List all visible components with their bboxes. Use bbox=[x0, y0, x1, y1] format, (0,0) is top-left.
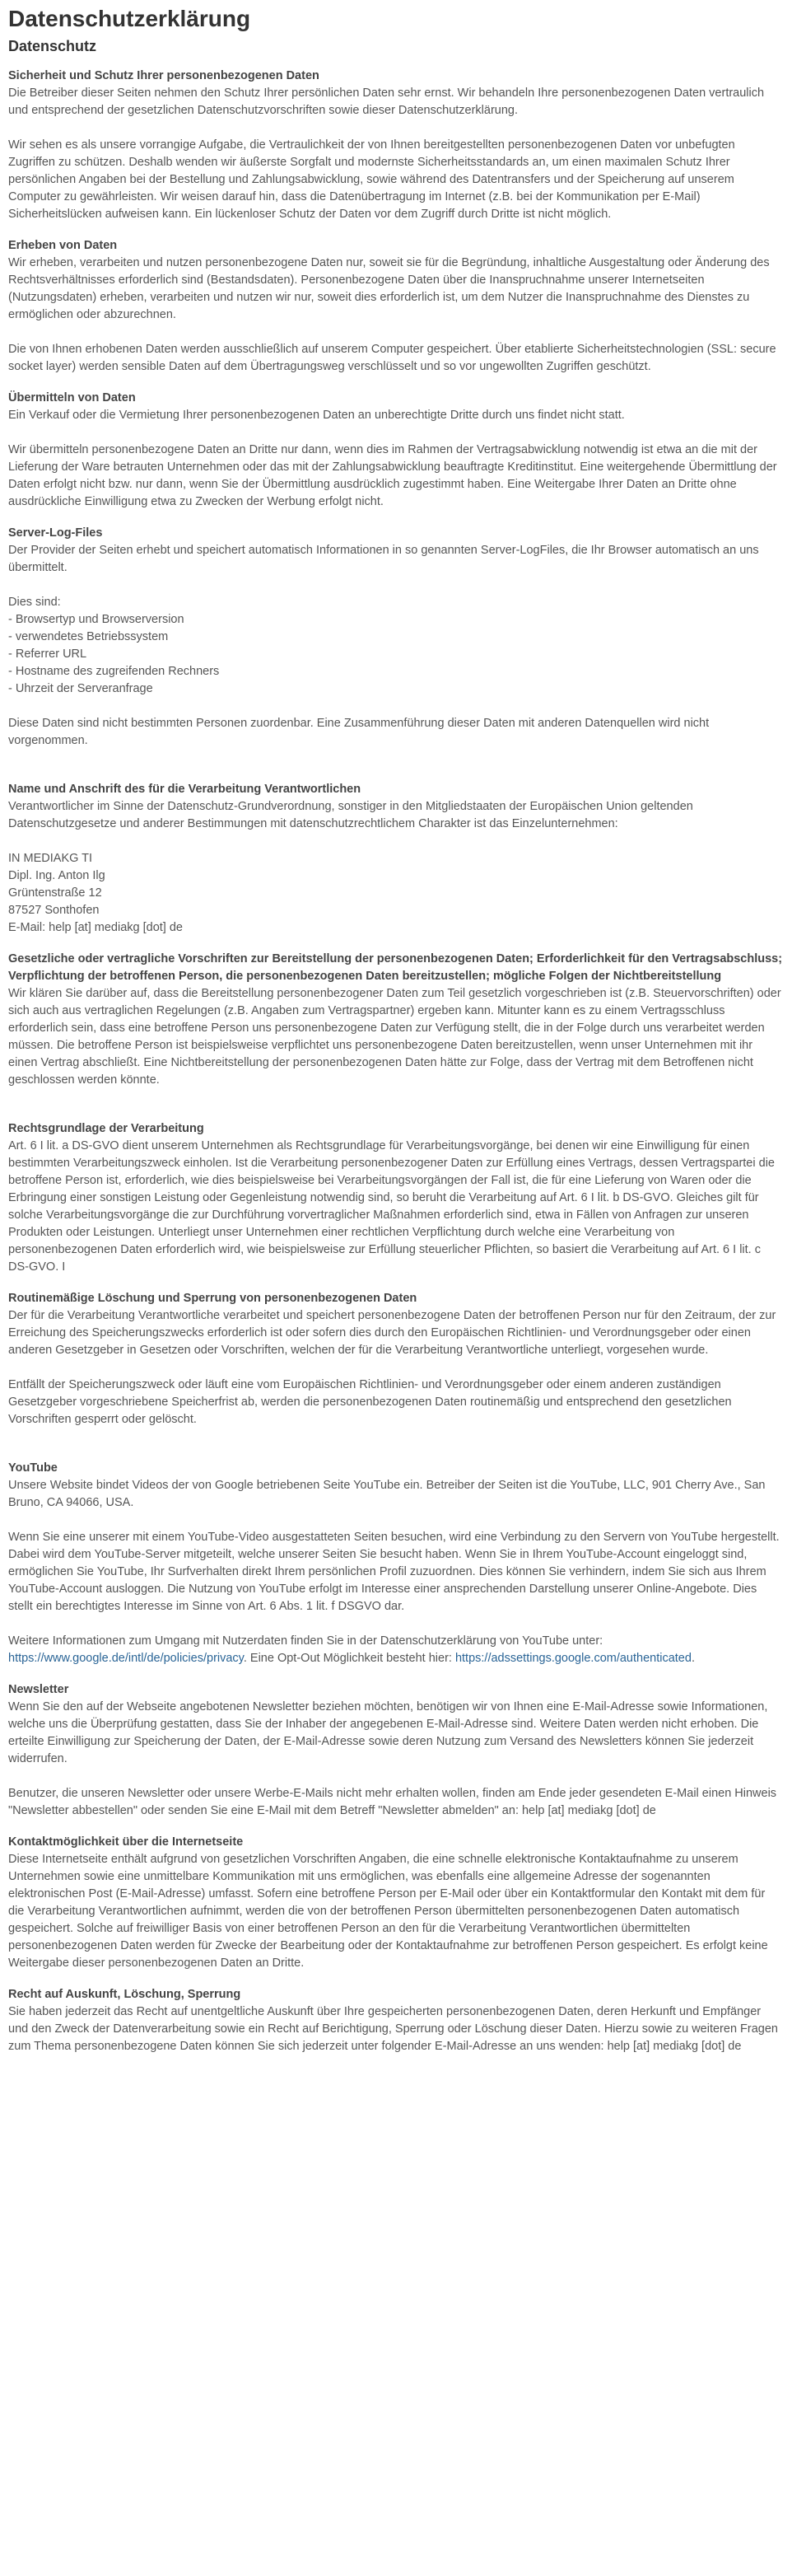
paragraph: Art. 6 I lit. a DS-GVO dient unserem Unternehmen als Rechtsgrundlage für Verarbeitungsvorgänge, bei denen wir eine Einwilligung für einen bestimmten Verarbeitungszweck einholen. Ist die Verarbeitung personenbezogener Daten zur Erfüllung eines Vertrags, dessen Vertragspartei die betroffene Person ist, erforderlich, wie dies beispielsweise bei Verarbeitungsvorgängen der Fall ist, die für eine Lieferung von Waren oder die Erbringung einer sonstigen Leistung oder Gegenleistung notwendig sind, so beruht die Verarbeitung auf Art. 6 I lit. b DS-GVO. Gleiches gilt für solche Verarbeitungsvorgänge die zur Durchführung vorvertraglicher Maßnahmen erforderlich sind, etwa in Fällen von Anfragen zur unseren Produkten oder Leistungen. Unterliegt unser Unternehmen einer rechtlichen Verpflichtung durch welche eine Verarbeitung von personenbezogenen Daten erforderlich wird, wie beispielsweise zur Erfüllung steuerlicher Pflichten, so basiert die Verarbeitung auf Art. 6 I lit. c DS-GVO. I bbox=[8, 1139, 775, 1274]
paragraph: Der für die Verarbeitung Verantwortliche verarbeitet und speichert personenbezogene Daten der betroffenen Person nur für den Zeitraum, der zur Erreichung des Speicherungszwecks erforderlich ist oder sofern dies durch den Europäischen Richtlinien- und Verordnungsgeber oder einen anderen Gesetzgeber in Gesetzen oder Vorschriften, welchen der für die Verarbeitung Verantwortliche unterliegt, vorgesehen wurde. bbox=[8, 1309, 776, 1357]
link-trailing-period: . bbox=[691, 1652, 695, 1665]
contact-person: Dipl. Ing. Anton Ilg bbox=[8, 869, 105, 882]
email: E-Mail: help [at] mediakg [dot] de bbox=[8, 921, 183, 934]
list-intro: Dies sind: bbox=[8, 596, 61, 609]
section-heading: Recht auf Auskunft, Löschung, Sperrung bbox=[8, 1988, 241, 2001]
paragraph: Benutzer, die unseren Newsletter oder unsere Werbe-E-Mails nicht mehr erhalten wollen, finden am Ende jeder gesendeten E-Mail einen Hinweis "Newsletter abbestellen" oder senden Sie eine E-Mail mit dem Betreff "Newsletter abmelden" an: help [at] mediakg [dot] de bbox=[8, 1787, 777, 1817]
paragraph: Die von Ihnen erhobenen Daten werden ausschließlich auf unserem Computer gespeichert. Über etablierte Sicherheitstechnologien (SSL: secure socket layer) werden sensible Daten auf dem Übertragungsweg verschlüsselt und so vor ungewollten Zugriffen geschützt. bbox=[8, 343, 776, 373]
page-subtitle: Datenschutz bbox=[8, 38, 97, 54]
log-data-list bbox=[8, 594, 784, 698]
section-uebermitteln bbox=[8, 390, 784, 511]
link-intro-text: Weitere Informationen zum Umgang mit Nutzerdaten finden Sie in der Datenschutzerklärung von YouTube unter: bbox=[8, 1634, 603, 1648]
city: 87527 Sonthofen bbox=[8, 904, 100, 917]
paragraph: Entfällt der Speicherungszweck oder läuft eine vom Europäischen Richtlinien- und Verordnungsgeber oder einem anderen zuständigen Gesetzgeber vorgeschriebene Speicherfrist ab, werden die personenbezogenen Daten routinemäßig und entsprechend den gesetzlichen Vorschriften gesperrt oder gelöscht. bbox=[8, 1378, 732, 1426]
section-heading: Rechtsgrundlage der Verarbeitung bbox=[8, 1122, 204, 1135]
section-kontakt bbox=[8, 1834, 784, 1972]
list-item: - Uhrzeit der Serveranfrage bbox=[8, 682, 153, 695]
street: Grüntenstraße 12 bbox=[8, 886, 102, 900]
section-heading: Server-Log-Files bbox=[8, 526, 103, 540]
paragraph: Ein Verkauf oder die Vermietung Ihrer personenbezogenen Daten an unberechtigte Dritte durch uns findet nicht statt. bbox=[8, 409, 625, 422]
section-vorschriften bbox=[8, 951, 784, 1089]
google-privacy-link[interactable]: https://www.google.de/intl/de/policies/privacy bbox=[8, 1652, 244, 1665]
section-heading: Gesetzliche oder vertragliche Vorschriften zur Bereitstellung der personenbezogenen Daten; Erforderlichkeit für den Vertragsabschluss; Verpflichtung der betroffenen Person, die personenbezogenen Daten bereitzustellen; mögliche Folgen der Nichtbereitstellung bbox=[8, 952, 783, 983]
paragraph: Wir erheben, verarbeiten und nutzen personenbezogene Daten nur, soweit sie für die Begründung, inhaltliche Ausgestaltung oder Änderung des Rechtsverhältnisses erforderlich sind (Bestandsdaten). Personenbezogene Daten über die Inanspruchnahme unserer Internetseiten (Nutzungsdaten) erheben, verarbeiten und nutzen wir nur, soweit dies erforderlich ist, um dem Nutzer die Inanspruchnahme des Dienstes zu ermöglichen oder abzurechnen. bbox=[8, 256, 770, 321]
section-loeschung bbox=[8, 1290, 784, 1428]
section-heading: Sicherheit und Schutz Ihrer personenbezogenen Daten bbox=[8, 69, 319, 82]
section-heading: Kontaktmöglichkeit über die Internetseite bbox=[8, 1835, 244, 1849]
list-item: - Hostname des zugreifenden Rechners bbox=[8, 665, 220, 678]
section-heading: Newsletter bbox=[8, 1683, 69, 1696]
list-item: - Referrer URL bbox=[8, 648, 87, 661]
section-heading: Übermitteln von Daten bbox=[8, 391, 136, 404]
paragraph: Verantwortlicher im Sinne der Datenschutz-Grundverordnung, sonstiger in den Mitgliedstaaten der Europäischen Union geltenden Datenschutzgesetze und anderer Bestimmungen mit datenschutzrechtlichem Charakter ist das Einzelunternehmen: bbox=[8, 800, 693, 830]
company-name: IN MEDIAKG TI bbox=[8, 852, 93, 865]
section-heading: Name und Anschrift des für die Verarbeitung Verantwortlichen bbox=[8, 783, 361, 796]
paragraph: Unsere Website bindet Videos der von Google betriebenen Seite YouTube ein. Betreiber der Seiten ist die YouTube, LLC, 901 Cherry Ave., San Bruno, CA 94066, USA. bbox=[8, 1479, 766, 1509]
paragraph-links bbox=[8, 1633, 784, 1667]
page-title: Datenschutzerklärung bbox=[8, 6, 251, 31]
paragraph: Wenn Sie eine unserer mit einem YouTube-Video ausgestatteten Seiten besuchen, wird eine Verbindung zu den Servern von YouTube hergestellt. Dabei wird dem YouTube-Server mitgeteilt, welche unserer Seiten Sie besucht haben. Wenn Sie in Ihrem YouTube-Account eingeloggt sind, ermöglichen Sie YouTube, Ihr Surfverhalten direkt Ihrem persönlichen Profil zuzuordnen. Dies können Sie verhindern, indem Sie sich aus Ihrem YouTube-Account ausloggen. Die Nutzung von YouTube erfolgt im Interesse einer ansprechenden Darstellung unserer Online-Angebote. Dies stellt ein berechtigtes Interesse im Sinne von Art. 6 Abs. 1 lit. f DSGVO dar. bbox=[8, 1531, 780, 1613]
section-heading: Routinemäßige Löschung und Sperrung von personenbezogenen Daten bbox=[8, 1292, 417, 1305]
section-server-log-files bbox=[8, 525, 784, 750]
address-block bbox=[8, 850, 784, 937]
paragraph: Wir klären Sie darüber auf, dass die Bereitstellung personenbezogener Daten zum Teil gesetzlich vorgeschrieben ist (z.B. Steuervorschriften) oder sich auch aus vertraglichen Regelungen (z.B. Angaben zum Vertragspartner) ergeben kann. Mitunter kann es zu einem Vertragsschluss erforderlich sein, dass eine betroffene Person uns personenbezogene Daten zur Verfügung stellt, die in der Folge durch uns verarbeitet werden müssen. Die betroffene Person ist beispielsweise verpflichtet uns personenbezogene Daten bereitzustellen, wenn unser Unternehmen mit ihr einen Vertrag abschließt. Eine Nichtbereitstellung der personenbezogenen Daten hätte zur Folge, dass der Vertrag mit dem Betroffenen nicht geschlossen werden könnte. bbox=[8, 987, 781, 1087]
section-rechtsgrundlage bbox=[8, 1120, 784, 1276]
section-sicherheit bbox=[8, 68, 784, 223]
paragraph: Wir übermitteln personenbezogene Daten an Dritte nur dann, wenn dies im Rahmen der Vertragsabwicklung notwendig ist etwa an die mit der Lieferung der Ware betrauten Unternehmen oder das mit der Zahlungsabwicklung beauftragte Kreditinstitut. Eine weitergehende Übermittlung der Daten erfolgt nicht bzw. nur dann, wenn Sie der Übermittlung ausdrücklich zugestimmt haben. Eine Weitergabe Ihrer Daten an Dritte ohne ausdrückliche Einwilligung etwa zu Zwecken der Werbung erfolgt nicht. bbox=[8, 443, 777, 508]
list-item: - Browsertyp und Browserversion bbox=[8, 613, 184, 626]
paragraph: Die Betreiber dieser Seiten nehmen den Schutz Ihrer persönlichen Daten sehr ernst. Wir behandeln Ihre personenbezogenen Daten vertraulich und entsprechend der gesetzlichen Datenschutzvorschriften sowie dieser Datenschutzerklärung. bbox=[8, 86, 765, 117]
section-youtube bbox=[8, 1460, 784, 1667]
paragraph: Diese Daten sind nicht bestimmten Personen zuordenbar. Eine Zusammenführung dieser Daten mit anderen Datenquellen wird nicht vorgenommen. bbox=[8, 717, 710, 747]
ads-settings-link[interactable]: https://adssettings.google.com/authenticated bbox=[454, 1652, 692, 1665]
opt-out-text: . Eine Opt-Out Möglichkeit besteht hier: bbox=[243, 1652, 452, 1665]
section-verantwortlicher bbox=[8, 781, 784, 937]
section-newsletter bbox=[8, 1681, 784, 1820]
paragraph: Der Provider der Seiten erhebt und speichert automatisch Informationen in so genannten Server-LogFiles, die Ihr Browser automatisch an uns übermittelt. bbox=[8, 544, 759, 574]
paragraph: Wir sehen es als unsere vorrangige Aufgabe, die Vertraulichkeit der von Ihnen bereitgestellten personenbezogenen Daten vor unbefugten Zugriffen zu schützen. Deshalb wenden wir äußerste Sorgfalt und modernste Sicherheitsstandards an, um einen maximalen Schutz Ihrer persönlichen Angaben bei der Bestellung und Zahlungsabwicklung, sowie während des Datentransfers und der Speicherung auf unserem Computer zu gewährleisten. Wir weisen darauf hin, dass die Datenübertragung im Internet (z.B. bei der Kommunikation per E-Mail) Sicherheitslücken aufweisen kann. Ein lückenloser Schutz der Daten vor dem Zugriff durch Dritte ist nicht möglich. bbox=[8, 138, 735, 221]
section-auskunft bbox=[8, 1986, 784, 2055]
section-heading: YouTube bbox=[8, 1461, 58, 1475]
section-heading: Erheben von Daten bbox=[8, 239, 118, 252]
list-item: - verwendetes Betriebssystem bbox=[8, 630, 169, 643]
paragraph: Sie haben jederzeit das Recht auf unentgeltliche Auskunft über Ihre gespeicherten personenbezogenen Daten, deren Herkunft und Empfänger und den Zweck der Datenverarbeitung sowie ein Recht auf Berichtigung, Sperrung oder Löschung dieser Daten. Hierzu sowie zu weiteren Fragen zum Thema personenbezogene Daten können Sie sich jederzeit unter folgender E-Mail-Adresse an uns wenden: help [at] mediakg [dot] de bbox=[8, 2005, 778, 2053]
paragraph: Diese Internetseite enthält aufgrund von gesetzlichen Vorschriften Angaben, die eine schnelle elektronische Kontaktaufnahme zu unserem Unternehmen sowie eine unmittelbare Kommunikation mit uns ermöglichen, was ebenfalls eine allgemeine Adresse der sogenannten elektronischen Post (E-Mail-Adresse) umfasst. Sofern eine betroffene Person per E-Mail oder über ein Kontaktformular den Kontakt mit dem für die Verarbeitung Verantwortlichen aufnimmt, werden die von der betroffenen Person übermittelten personenbezogenen Daten automatisch gespeichert. Solche auf freiwilliger Basis von einer betroffenen Person an den für die Verarbeitung Verantwortlichen übermittelten personenbezogenen Daten werden für Zwecke der Bearbeitung oder der Kontaktaufnahme zur betroffenen Person gespeichert. Es erfolgt keine Weitergabe dieser personenbezogenen Daten an Dritte. bbox=[8, 1853, 768, 1970]
paragraph: Wenn Sie den auf der Webseite angebotenen Newsletter beziehen möchten, benötigen wir von Ihnen eine E-Mail-Adresse sowie Informationen, welche uns die Überprüfung gestatten, dass Sie der Inhaber der angegebenen E-Mail-Adresse sind. Weitere Daten werden nicht erhoben. Die erteilte Einwilligung zur Speicherung der Daten, der E-Mail-Adresse sowie deren Nutzung zum Versand des Newsletters können Sie jederzeit widerrufen. bbox=[8, 1700, 768, 1765]
section-erheben bbox=[8, 237, 784, 376]
